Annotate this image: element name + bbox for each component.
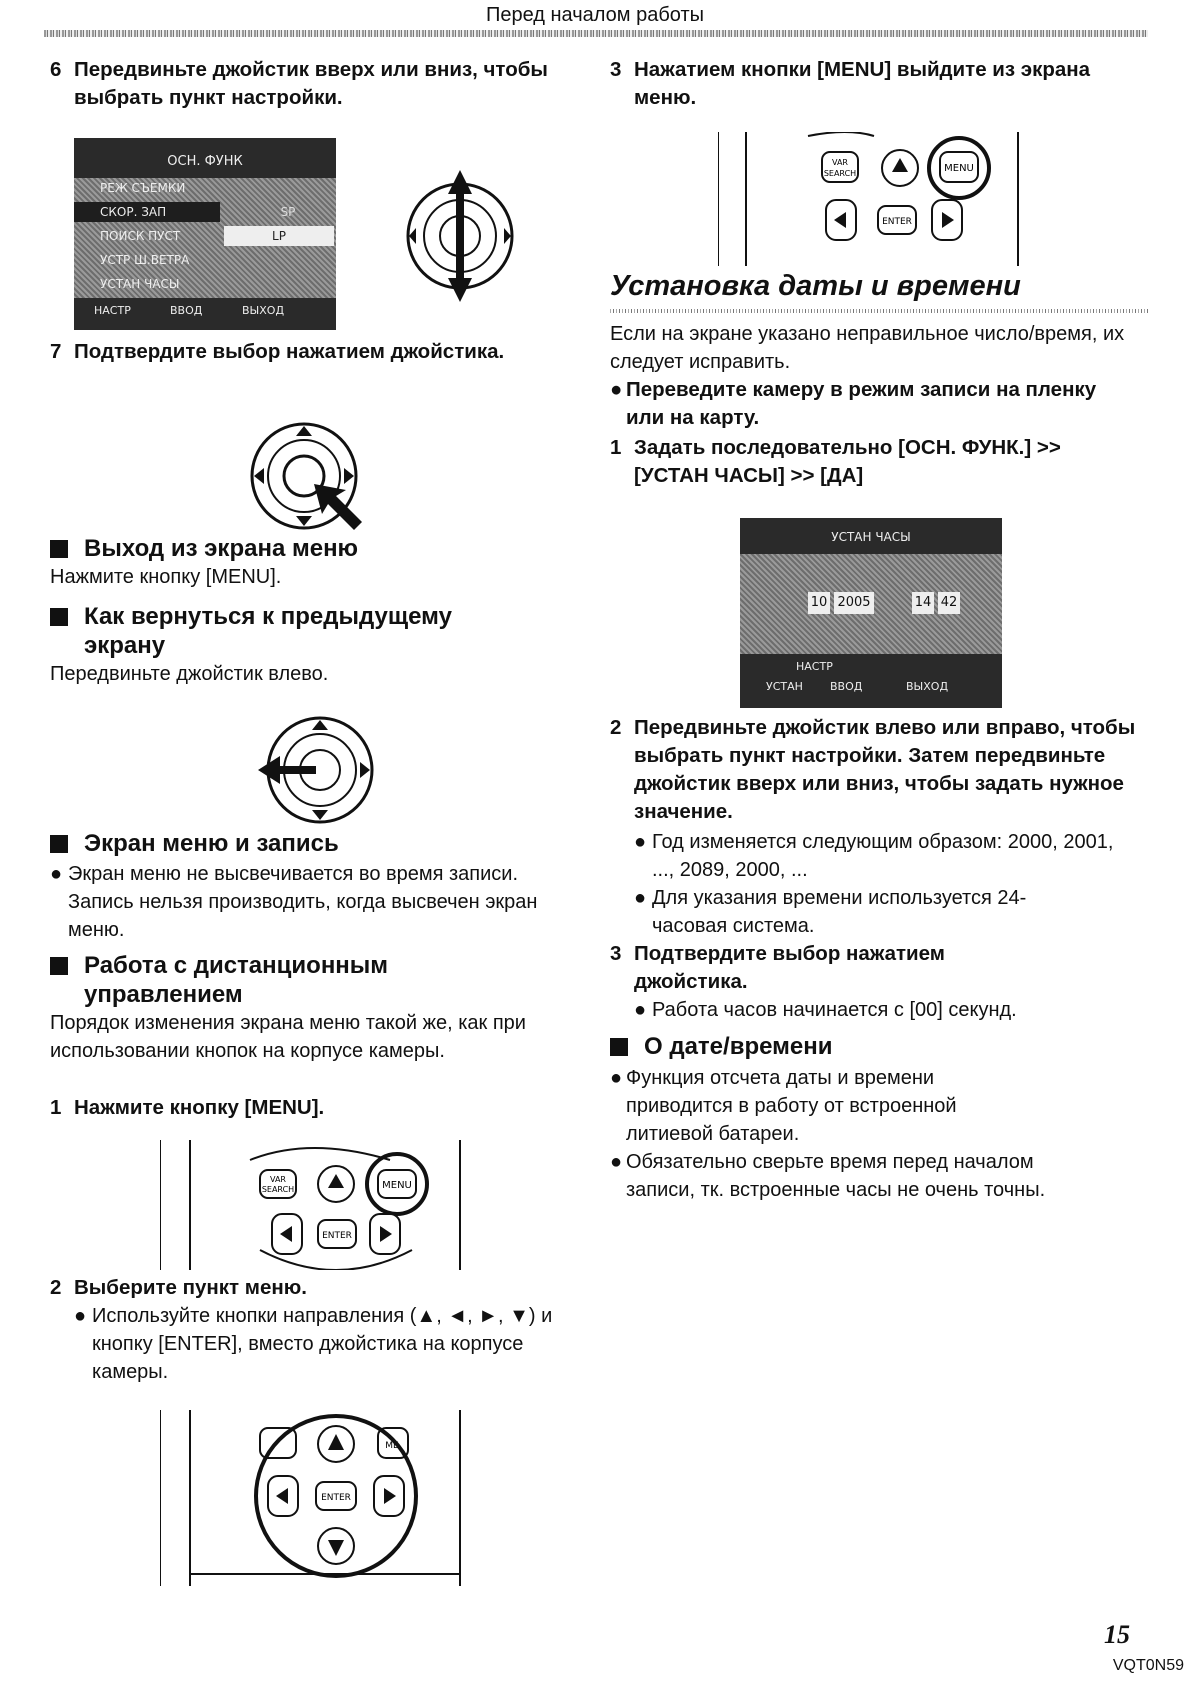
step-number: 2 [50, 1276, 62, 1299]
clock-footer-right: ВЫХОД [906, 680, 949, 693]
remote-step-1 [50, 1094, 570, 1122]
search-label: SEARCH [261, 1185, 295, 1194]
bullet-text: Используйте кнопки направления (▲, ◄, ►, ▼) и кнопку [ENTER], вместо джойстика на корпусе камеры. [92, 1305, 553, 1383]
menu-recording-bullet [50, 860, 550, 944]
heading-text: О дате/времени [644, 1033, 833, 1060]
date-step-1 [610, 434, 1140, 490]
bullet-text: Экран меню не высвечивается во время записи. Запись нельзя производить, когда высвечен экран меню. [68, 863, 538, 941]
bullet-dot-icon: ● [610, 1067, 623, 1089]
bullet-dot-icon: ● [634, 831, 647, 853]
joystick-left-icon [256, 710, 378, 830]
section-heading-exit-menu [50, 534, 570, 563]
step-number: 6 [50, 58, 62, 81]
remote-menu-exit-diagram [718, 132, 1028, 266]
heading-text: Работа с дистанционным управлением [84, 952, 389, 1008]
about-date-bullet-1 [610, 1064, 1030, 1148]
step-text: Нажмите кнопку [MENU]. [74, 1096, 325, 1119]
title-divider [610, 309, 1148, 313]
step-3-exit [610, 56, 1130, 112]
header-divider [44, 30, 1148, 37]
menu-label: MENU [382, 1180, 412, 1191]
search-label: SEARCH [823, 169, 857, 178]
enter-label: ENTER [882, 217, 912, 227]
remote-step-2-bullet [74, 1302, 554, 1386]
menu-footer-mid: ВВОД [170, 304, 203, 317]
square-bullet-icon [50, 835, 68, 853]
date-mode-bullet [610, 376, 1140, 432]
step-number: 1 [50, 1096, 62, 1119]
menu-item-4: УСТР Ш.ВЕТРА [100, 253, 190, 267]
section-heading-remote [50, 951, 570, 1009]
clock-screen-image [740, 518, 1002, 708]
remote-body: Порядок изменения экрана меню такой же, как при использовании кнопок на корпусе камеры. [50, 1012, 526, 1062]
square-bullet-icon [50, 540, 68, 558]
var-label: VAR [832, 158, 848, 167]
menu-option-sp: SP [280, 205, 296, 219]
bullet-dot-icon: ● [610, 1151, 623, 1173]
menu-option-lp: LP [224, 226, 334, 246]
menu-footer-right: ВЫХОД [242, 304, 285, 317]
step-text: Передвиньте джойстик вверх или вниз, чтобы выбрать пункт настройки. [74, 58, 548, 109]
step-text: Задать последовательно [ОСН. ФУНК.] >> [УСТАН ЧАСЫ] >> [ДА] [634, 436, 1061, 487]
remote-step-2 [50, 1274, 570, 1302]
bullet-text: Работа часов начинается с [00] секунд. [652, 999, 1017, 1021]
date-intro: Если на экране указано неправильное число/время, их следует исправить. [610, 323, 1125, 373]
document-code: VQT0N59 [1112, 1657, 1184, 1674]
step-text: Передвиньте джойстик влево или вправо, чтобы выбрать пункт настройки. Затем передвиньте джойстик вверх или вниз, чтобы задать нужное значение. [634, 716, 1136, 823]
menu-item-2: СКОР. ЗАП [74, 202, 220, 222]
date-step-3 [610, 940, 1140, 996]
date-step-2-bullet-2 [634, 884, 1094, 940]
clock-footer-mid: ВВОД [830, 680, 863, 693]
go-back-body: Передвиньте джойстик влево. [50, 663, 329, 685]
date-step-2-bullet-1 [634, 828, 1114, 884]
bullet-text: Обязательно сверьте время перед началом записи, тк. встроенные часы не очень точны. [626, 1151, 1046, 1201]
remote-menu-button-diagram [160, 1140, 470, 1270]
menu-item-1: РЕЖ СЪЕМКИ [100, 181, 186, 195]
clock-footer-top: НАСТР [796, 660, 833, 673]
step-text: Выберите пункт меню. [74, 1276, 307, 1299]
clock-month: 10 [808, 592, 830, 614]
remote-direction-buttons-diagram [160, 1410, 470, 1586]
square-bullet-icon [50, 608, 68, 626]
square-bullet-icon [610, 1038, 628, 1056]
mem-label: ME [385, 1441, 399, 1451]
step-text: Нажатием кнопки [MENU] выйдите из экрана меню. [634, 58, 1091, 109]
date-step-3-bullet [634, 996, 1154, 1024]
menu-label: MENU [944, 163, 974, 174]
page-number: 15 [1104, 1620, 1130, 1649]
step-number: 7 [50, 340, 62, 363]
bullet-dot-icon: ● [634, 887, 647, 909]
section-heading-about-date [610, 1032, 1130, 1061]
joystick-up-down-icon [400, 168, 520, 304]
heading-text: Как вернуться к предыдущему экрану [84, 603, 452, 659]
bullet-text: Год изменяется следующим образом: 2000, 2001, ..., 2089, 2000, ... [652, 831, 1114, 881]
step-number: 3 [610, 58, 622, 81]
bullet-dot-icon: ● [610, 378, 623, 401]
menu-screen-title: ОСН. ФУНК [167, 154, 243, 169]
menu-item-3: ПОИСК ПУСТ [100, 229, 181, 243]
clock-minute: 42 [938, 592, 960, 614]
step-number: 2 [610, 716, 622, 739]
joystick-press-icon [246, 418, 366, 536]
enter-label: ENTER [322, 1231, 352, 1241]
page-header-title: Перед началом работы [485, 4, 705, 26]
enter-label-2: ENTER [321, 1493, 351, 1503]
step-number: 1 [610, 436, 622, 459]
menu-screen-image [74, 138, 336, 330]
heading-text: Экран меню и запись [84, 830, 339, 857]
bullet-dot-icon: ● [74, 1305, 87, 1327]
step-6 [50, 56, 570, 112]
step-7 [50, 338, 570, 366]
date-step-2 [610, 714, 1140, 826]
menu-item-5: УСТАН ЧАСЫ [100, 277, 180, 291]
about-date-bullet-2 [610, 1148, 1130, 1204]
step-text: Подтвердите выбор нажатием джойстика. [634, 942, 945, 993]
bullet-dot-icon: ● [634, 999, 647, 1021]
section-heading-menu-recording [50, 829, 570, 858]
menu-footer-left: НАСТР [94, 304, 131, 317]
bullet-text: Переведите камеру в режим записи на пленку или на карту. [626, 378, 1097, 429]
clock-year: 2005 [834, 592, 874, 614]
clock-hour: 14 [912, 592, 934, 614]
var-label: VAR [270, 1175, 286, 1184]
step-text: Подтвердите выбор нажатием джойстика. [74, 340, 505, 363]
date-section-title: Установка даты и времени [610, 270, 1021, 302]
bullet-text: Функция отсчета даты и времени приводится в работу от встроенной литиевой батареи. [626, 1067, 957, 1145]
step-number: 3 [610, 942, 622, 965]
bullet-dot-icon: ● [50, 863, 63, 885]
square-bullet-icon [50, 957, 68, 975]
heading-text: Выход из экрана меню [84, 535, 359, 562]
bullet-text: Для указания времени используется 24-часовая система. [652, 887, 1027, 937]
exit-menu-body: Нажмите кнопку [MENU]. [50, 566, 282, 588]
clock-screen-title: УСТАН ЧАСЫ [831, 530, 911, 544]
clock-footer-left: УСТАН [766, 680, 803, 693]
section-heading-go-back [50, 602, 570, 660]
